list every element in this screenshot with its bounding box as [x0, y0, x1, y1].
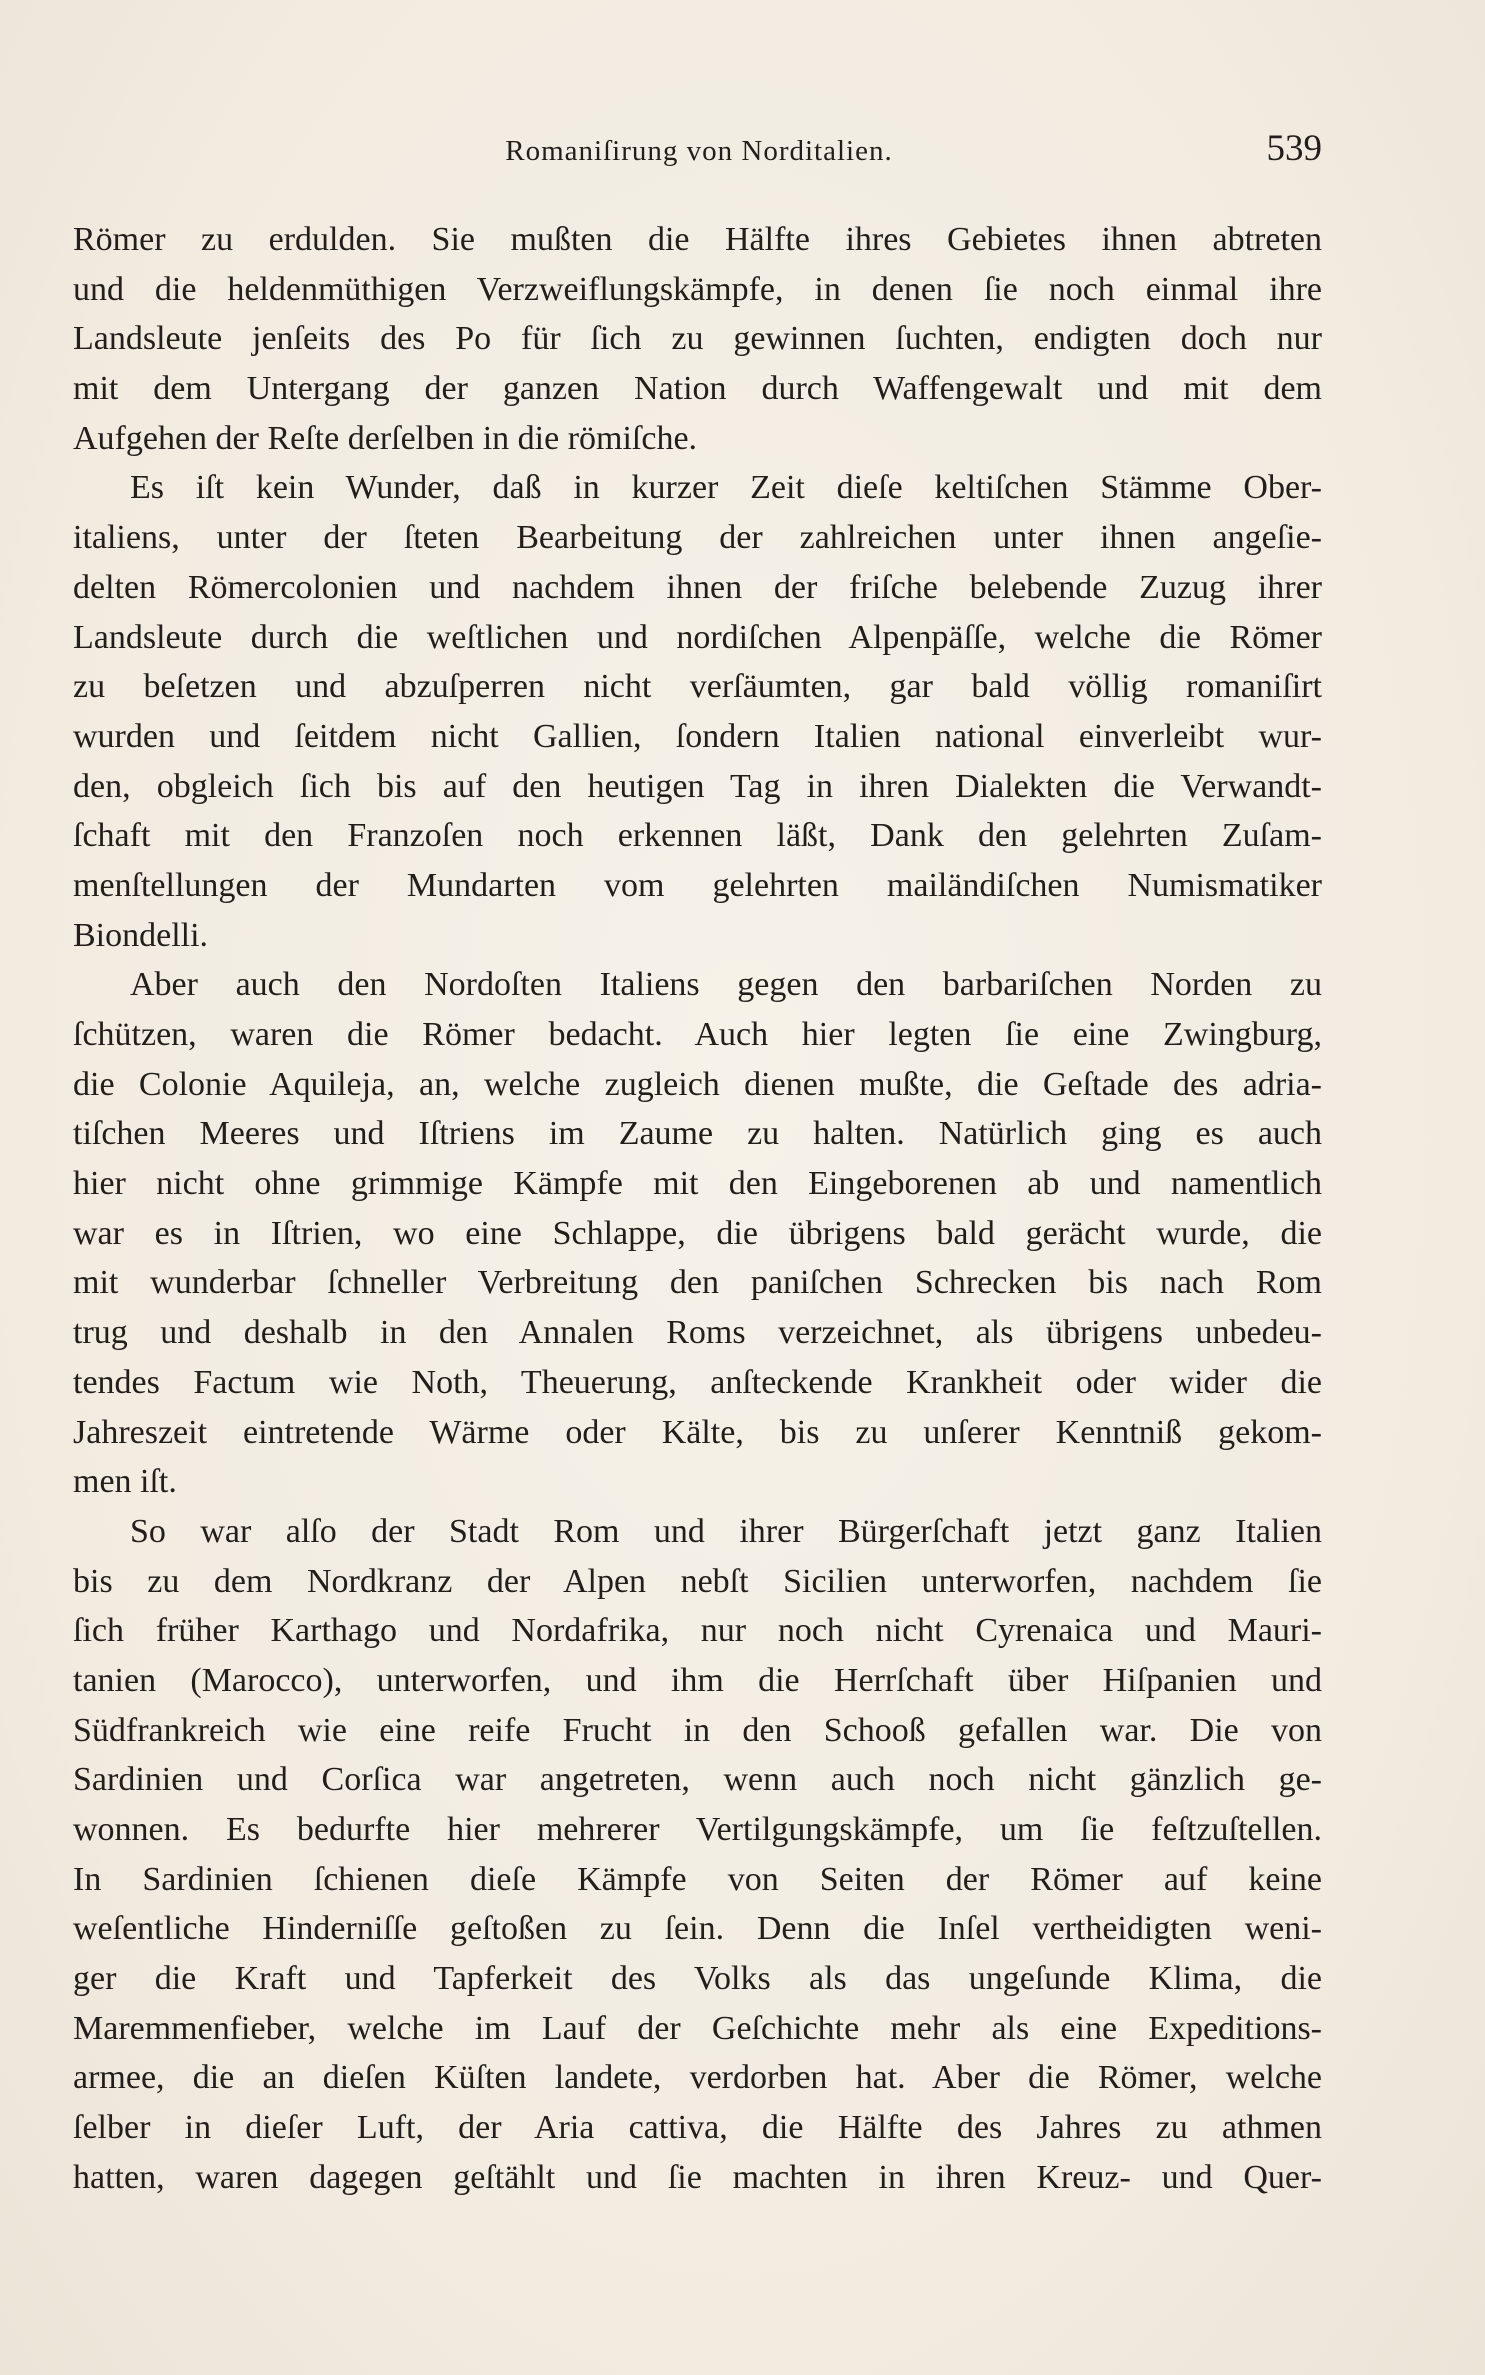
text-line: italiens, unter der ſteten Bearbeitung der zahlreichen unter ihnen angeſie- — [73, 519, 1322, 557]
text-line: wonnen. Es bedurfte hier mehrerer Vertilgungskämpfe, um ſie feſtzuſtellen. — [73, 1811, 1322, 1848]
text-line: Landsleute jenſeits des Po für ſich zu gewinnen ſuchten, endigten doch nur — [73, 320, 1322, 358]
text-line: weſentliche Hinderniſſe geſtoßen zu ſein. Denn die Inſel vertheidigten weni- — [73, 1910, 1322, 1948]
text-line: und die heldenmüthigen Verzweiflungskämpfe, in denen ſie noch einmal ihre — [73, 270, 1322, 308]
text-line: Jahreszeit eintretende Wärme oder Kälte, bis zu unſerer Kenntniß gekom- — [73, 1413, 1322, 1451]
text-line: zu beſetzen und abzuſperren nicht verſäumten, gar bald völlig romaniſirt — [73, 668, 1322, 706]
text-body — [73, 215, 1322, 2203]
paragraph — [73, 215, 1322, 463]
text-line: tanien (Marocco), unterworfen, und ihm die Herrſchaft über Hiſpanien und — [73, 1661, 1322, 1699]
paragraph — [73, 463, 1322, 960]
text-line: So war alſo der Stadt Rom und ihrer Bürgerſchaft jetzt ganz Italien — [130, 1512, 1322, 1550]
text-line: menſtellungen der Mundarten vom gelehrten mailändiſchen Numismatiker — [73, 866, 1322, 904]
text-line: Aber auch den Nordoſten Italiens gegen den barbariſchen Norden zu — [130, 966, 1322, 1004]
text-line: ſelber in dieſer Luft, der Aria cattiva, die Hälfte des Jahres zu athmen — [73, 2109, 1322, 2147]
running-title: Romaniſirung von Norditalien. — [505, 135, 893, 167]
text-line: delten Römercolonien und nachdem ihnen der friſche belebende Zuzug ihrer — [73, 568, 1322, 606]
text-line: Römer zu erdulden. Sie mußten die Hälfte ihres Gebietes ihnen abtreten — [73, 221, 1322, 258]
text-line: trug und deshalb in den Annalen Roms verzeichnet, als übrigens unbedeu- — [73, 1314, 1322, 1352]
text-line: hier nicht ohne grimmige Kämpfe mit den Eingeborenen ab und namentlich — [73, 1165, 1322, 1203]
text-line: mit dem Untergang der ganzen Nation durch Waffengewalt und mit dem — [73, 370, 1322, 408]
text-line: ger die Kraft und Tapferkeit des Volks als das ungeſunde Klima, die — [73, 1960, 1322, 1998]
text-line: ſchützen, waren die Römer bedacht. Auch hier legten ſie eine Zwingburg, — [73, 1016, 1322, 1053]
text-line: bis zu dem Nordkranz der Alpen nebſt Sicilien unterworfen, nachdem ſie — [73, 1562, 1322, 1600]
text-line: In Sardinien ſchienen dieſe Kämpfe von Seiten der Römer auf keine — [73, 1860, 1322, 1898]
paragraph — [73, 960, 1322, 1507]
text-line: Landsleute durch die weſtlichen und nordiſchen Alpenpäſſe, welche die Römer — [73, 618, 1322, 656]
text-line: ſich früher Karthago und Nordafrika, nur noch nicht Cyrenaica und Mauri- — [73, 1612, 1322, 1650]
text-line: Aufgehen der Reſte derſelben in die römiſche. — [73, 419, 698, 457]
text-line: hatten, waren dagegen geſtählt und ſie machten in ihren Kreuz- und Quer- — [73, 2158, 1322, 2196]
text-line: armee, die an dieſen Küſten landete, verdorben hat. Aber die Römer, welche — [73, 2059, 1322, 2097]
text-line: Südfrankreich wie eine reife Frucht in den Schooß gefallen war. Die von — [73, 1711, 1322, 1749]
text-line: war es in Iſtrien, wo eine Schlappe, die übrigens bald gerächt wurde, die — [73, 1214, 1322, 1252]
text-line: die Colonie Aquileja, an, welche zugleich dienen mußte, die Geſtade des adria- — [73, 1065, 1322, 1103]
text-line: men iſt. — [73, 1463, 177, 1501]
text-line: Es iſt kein Wunder, daß in kurzer Zeit dieſe keltiſchen Stämme Ober- — [130, 469, 1322, 507]
text-line: tendes Factum wie Noth, Theuerung, anſteckende Krankheit oder wider die — [73, 1363, 1322, 1401]
text-line: Sardinien und Corſica war angetreten, wenn auch noch nicht gänzlich ge- — [73, 1761, 1322, 1799]
paragraph — [73, 1507, 1322, 2203]
text-line: tiſchen Meeres und Iſtriens im Zaume zu halten. Natürlich ging es auch — [73, 1115, 1322, 1153]
text-line: Biondelli. — [73, 916, 209, 954]
text-line: mit wunderbar ſchneller Verbreitung den paniſchen Schrecken bis nach Rom — [73, 1264, 1322, 1302]
text-line: Maremmenfieber, welche im Lauf der Geſchichte mehr als eine Expeditions- — [73, 2009, 1322, 2047]
text-line: ſchaft mit den Franzoſen noch erkennen läßt, Dank den gelehrten Zuſam- — [73, 817, 1322, 855]
page-number: 539 — [1266, 128, 1322, 169]
text-line: wurden und ſeitdem nicht Gallien, ſondern Italien national einverleibt wur- — [73, 717, 1322, 755]
text-line: den, obgleich ſich bis auf den heutigen Tag in ihren Dialekten die Verwandt- — [73, 767, 1322, 805]
